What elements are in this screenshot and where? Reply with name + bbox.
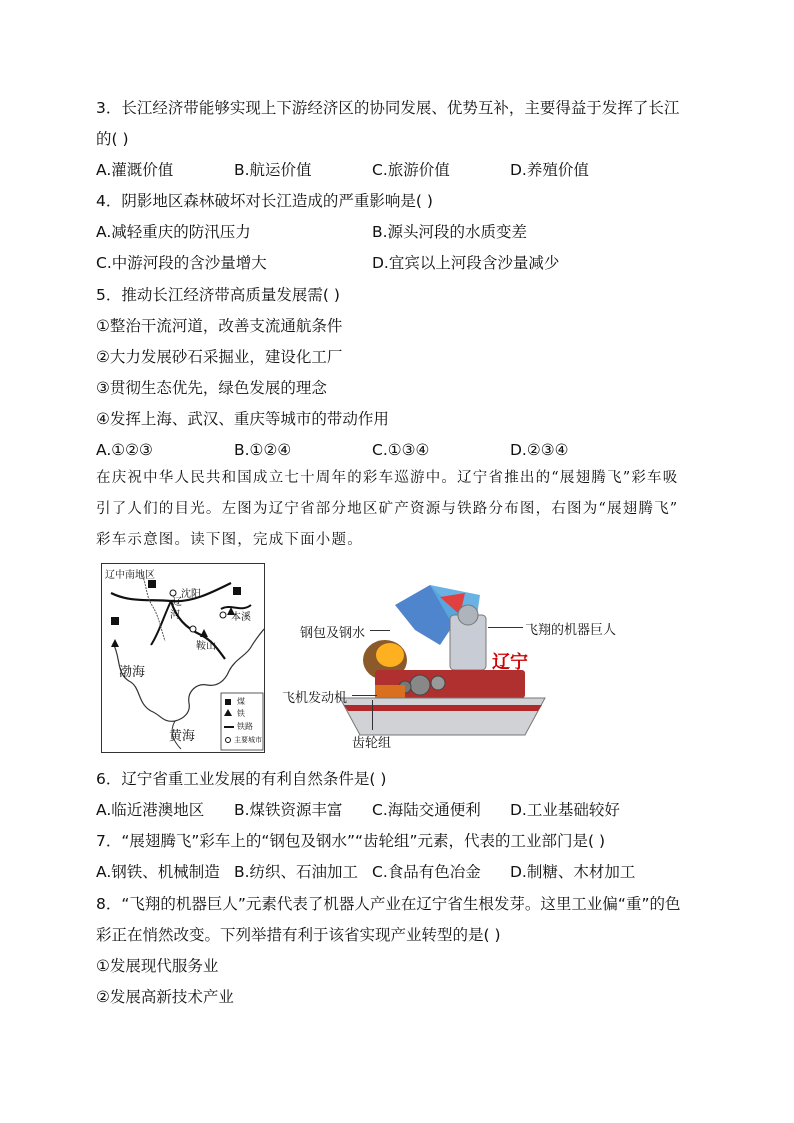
q6-option-c: C.海陆交通便利 xyxy=(372,801,481,819)
q5-item-3: ③贯彻生态优先，绿色发展的理念 xyxy=(96,379,327,397)
q4-option-a: A.减轻重庆的防汛压力 xyxy=(96,223,251,241)
q5-stem: 5．推动长江经济带高质量发展需( ) xyxy=(96,286,340,304)
q6-option-d: D.工业基础较好 xyxy=(510,801,620,819)
city-anshan-marker xyxy=(190,626,196,632)
leader-line-engine xyxy=(352,695,377,696)
leader-line-gears xyxy=(372,700,373,730)
q7-option-a: A.钢铁、机械制造 xyxy=(96,863,220,881)
map-city-shenyang: 沈阳 xyxy=(181,589,201,600)
legend-city-label: 主要城市 xyxy=(234,737,262,744)
molten-steel xyxy=(376,643,404,667)
map-region-label: 辽中南地区 xyxy=(105,570,155,581)
leader-line-robot xyxy=(488,627,523,628)
q4-option-d: D.宜宾以上河段含沙量减少 xyxy=(372,254,560,272)
q3-option-c: C.旅游价值 xyxy=(372,161,450,179)
city-benxi-marker xyxy=(220,612,226,618)
map-river-char-1: 辽 xyxy=(172,597,182,608)
robot-head xyxy=(458,605,478,625)
map-city-benxi: 本溪 xyxy=(231,612,251,623)
map-river-char-2: 河 xyxy=(170,610,180,621)
q7-option-d: D.制糖、木材加工 xyxy=(510,863,636,881)
q8-item-1: ①发展现代服务业 xyxy=(96,957,219,975)
q5-option-d: D.②③④ xyxy=(510,441,569,459)
q7-stem: 7．“展翅腾飞”彩车上的“钢包及钢水”“齿轮组”元素，代表的工业部门是( ) xyxy=(96,832,606,850)
float-illustration xyxy=(280,585,630,745)
map-sea-bohai: 渤海 xyxy=(119,664,146,679)
q6-stem: 6．辽宁省重工业发展的有利自然条件是( ) xyxy=(96,770,387,788)
q5-item-1: ①整治干流河道，改善支流通航条件 xyxy=(96,317,343,335)
ship-hull xyxy=(340,698,545,735)
q6-option-a: A.临近港澳地区 xyxy=(96,801,205,819)
label-robot: 飞翔的机器巨人 xyxy=(525,622,617,637)
q4-stem: 4．阴影地区森林破坏对长江造成的严重影响是( ) xyxy=(96,192,433,210)
legend-coal-label: 煤 xyxy=(237,697,245,706)
float-banner: 辽宁 xyxy=(492,652,528,672)
intro-line1: 在庆祝中华人民共和国成立七十周年的彩车巡游中。辽宁省推出的“展翅腾飞”彩车吸 xyxy=(96,470,679,486)
q5-item-4: ④发挥上海、武汉、重庆等城市的带动作用 xyxy=(96,410,389,428)
q5-option-a: A.①②③ xyxy=(96,441,153,459)
q5-option-b: B.①②④ xyxy=(234,441,292,459)
q8-stem-line2: 彩正在悄然改变。下列举措有利于该省实现产业转型的是( ) xyxy=(96,926,501,944)
q7-option-c: C.食品有色冶金 xyxy=(372,863,481,881)
leader-line-steel xyxy=(370,630,390,631)
q8-stem-line1: 8．“飞翔的机器巨人”元素代表了机器人产业在辽宁省生根发芽。这里工业偏“重”的色 xyxy=(96,895,681,913)
aircraft-engine xyxy=(375,685,405,699)
q3-stem-line2: 的( ) xyxy=(96,130,129,148)
intro-line2: 引了人们的目光。左图为辽宁省部分地区矿产资源与铁路分布图，右图为“展翅腾飞” xyxy=(96,501,679,517)
coal-icon xyxy=(111,617,119,625)
coal-icon xyxy=(233,587,241,595)
legend-railway-label: 铁路 xyxy=(237,722,253,731)
float-drawing xyxy=(280,585,630,745)
coal-icon xyxy=(148,580,156,588)
gear-icon xyxy=(410,675,430,695)
q3-option-b: B.航运价值 xyxy=(234,161,312,179)
q3-option-d: D.养殖价值 xyxy=(510,161,589,179)
q8-item-2: ②发展高新技术产业 xyxy=(96,988,234,1006)
q3-option-a: A.灌溉价值 xyxy=(96,161,174,179)
hull-stripe xyxy=(344,705,542,711)
gear-icon xyxy=(431,676,445,690)
map-sea-huanghai: 黄海 xyxy=(169,728,196,743)
label-steel-ladle: 钢包及钢水 xyxy=(300,625,366,640)
q6-option-b: B.煤铁资源丰富 xyxy=(234,801,343,819)
map-city-anshan: 鞍山 xyxy=(196,641,216,652)
q3-stem-line1: 3．长江经济带能够实现上下游经济区的协同发展、优势互补，主要得益于发挥了长江 xyxy=(96,99,680,117)
q4-option-c: C.中游河段的含沙量增大 xyxy=(96,254,267,272)
legend-coal-icon xyxy=(225,699,231,705)
label-gears: 齿轮组 xyxy=(352,735,392,750)
q5-item-2: ②大力发展砂石采掘业，建设化工厂 xyxy=(96,348,343,366)
mineral-railway-map xyxy=(101,563,265,753)
intro-line3: 彩车示意图。读下图，完成下面小题。 xyxy=(96,532,363,548)
q5-option-c: C.①③④ xyxy=(372,441,430,459)
legend-city-icon xyxy=(226,738,231,743)
q7-option-b: B.纺织、石油加工 xyxy=(234,863,359,881)
q4-option-b: B.源头河段的水质变差 xyxy=(372,223,528,241)
label-engine: 飞机发动机 xyxy=(282,690,348,705)
legend-iron-label: 铁 xyxy=(237,709,245,718)
